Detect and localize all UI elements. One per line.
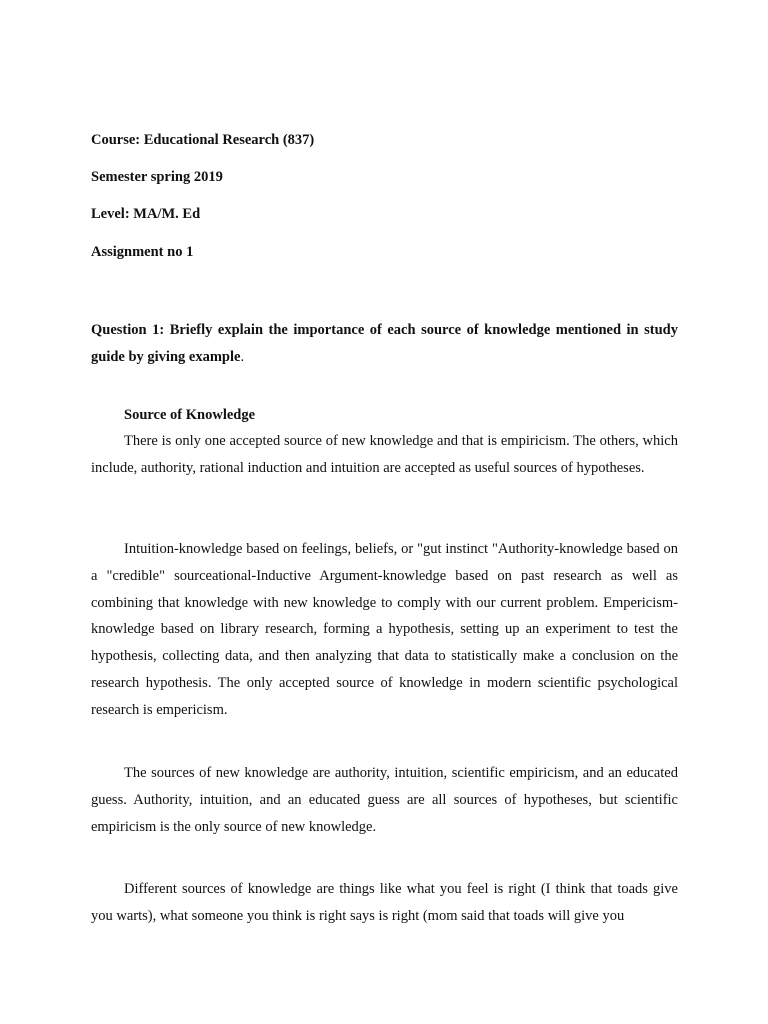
paragraph-2: Intuition-knowledge based on feelings, beliefs, or "gut instinct "Authority-knowledge based on a "credible" sourceational-Inductive Argument-knowledge based on past research as well as combining that knowledge with new knowledge to comply with our current problem. Empericism-knowledge based on library research, forming a hypothesis, setting up an experiment to test the hypothesis, collecting data, and then analyzing that data to statistically make a conclusion on the research hypothesis. The only accepted source of knowledge in modern scientific psychological research is empericism.	[91, 541, 678, 718]
assignment-line: Assignment no 1	[91, 244, 194, 260]
level-line: Level: MA/M. Ed	[91, 206, 201, 222]
paragraph-4: Different sources of knowledge are things like what you feel is right (I think that toads give you warts), what someone you think is right says is right (mom said that toads will give you	[91, 881, 678, 924]
course-line: Course: Educational Research (837)	[91, 132, 315, 148]
section-heading: Source of Knowledge	[124, 407, 256, 423]
semester-line: Semester spring 2019	[91, 169, 223, 185]
question-text: Question 1: Briefly explain the importance of each source of knowledge mentioned in study guide by giving example	[91, 322, 678, 365]
paragraph-3: The sources of new knowledge are authority, intuition, scientific empiricism, and an educated guess. Authority, intuition, and an educated guess are all sources of hypotheses, but scientific empiricism is the only source of new knowledge.	[91, 765, 678, 835]
question-period: .	[240, 349, 245, 365]
question-1	[91, 317, 678, 371]
paragraph-1: There is only one accepted source of new knowledge and that is empiricism. The others, which include, authority, rational induction and intuition are accepted as useful sources of hypotheses.	[91, 433, 678, 476]
